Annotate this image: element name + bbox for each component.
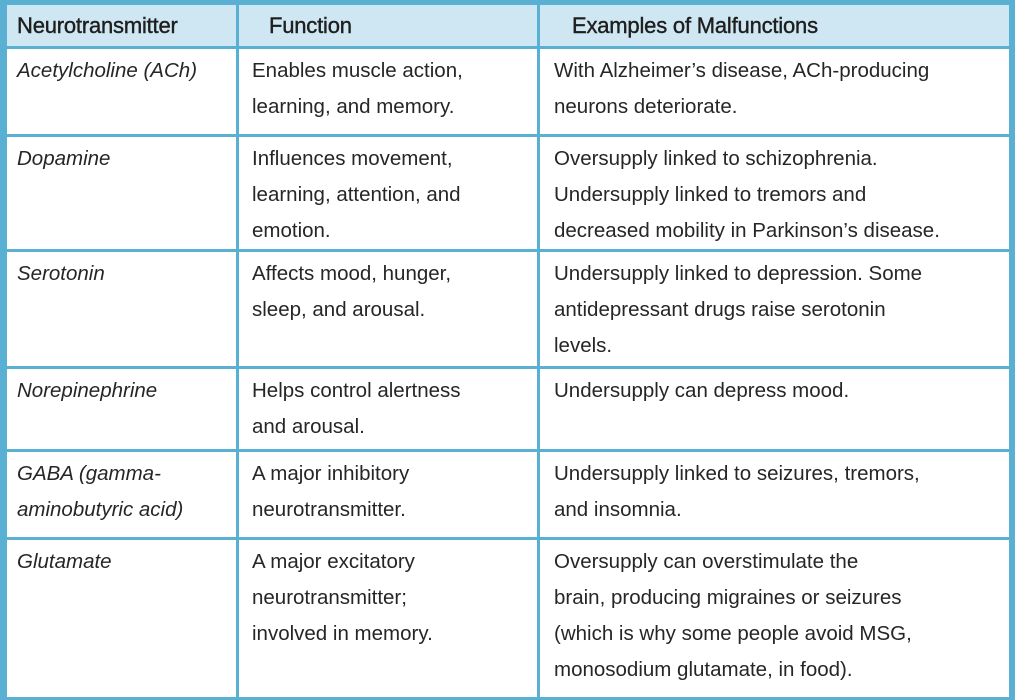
cell-line: decreased mobility in Parkinson’s disease. [554, 219, 940, 242]
cell-line: learning, and memory. [252, 95, 455, 118]
cell-line: Oversupply can overstimulate the [554, 550, 859, 573]
cell-malfunction [540, 369, 1009, 452]
cell-function [239, 369, 540, 452]
cell-line: Helps control alertness [252, 379, 461, 402]
cell-line: Glutamate [17, 550, 112, 573]
cell-line: (which is why some people avoid MSG, [554, 622, 912, 645]
cell-line: Influences movement, [252, 147, 453, 170]
cell-line: neurons deteriorate. [554, 95, 738, 118]
table-row [7, 452, 1009, 540]
cell-line: aminobutyric acid) [17, 498, 184, 521]
header-malfunctions: Examples of Malfunctions [540, 5, 1009, 49]
table-header-row [7, 5, 1009, 49]
cell-line: neurotransmitter. [252, 498, 406, 521]
cell-line: Undersupply linked to depression. Some [554, 262, 923, 285]
neurotransmitter-table [7, 5, 1009, 700]
cell-line: Undersupply linked to tremors and [554, 183, 867, 206]
cell-line: sleep, and arousal. [252, 298, 426, 321]
table-row [7, 252, 1009, 369]
cell-line: Serotonin [17, 262, 105, 285]
table-row [7, 137, 1009, 252]
cell-function [239, 252, 540, 369]
cell-line: A major inhibitory [252, 462, 410, 485]
header-function: Function [239, 5, 540, 49]
table-row [7, 540, 1009, 700]
cell-neurotransmitter [7, 49, 239, 137]
cell-malfunction [540, 252, 1009, 369]
table-row [7, 369, 1009, 452]
cell-line: learning, attention, and [252, 183, 461, 206]
cell-neurotransmitter [7, 369, 239, 452]
cell-neurotransmitter [7, 252, 239, 369]
cell-line: Undersupply linked to seizures, tremors, [554, 462, 920, 485]
cell-line: With Alzheimer’s disease, ACh-producing [554, 59, 930, 82]
cell-neurotransmitter [7, 137, 239, 252]
cell-line: GABA (gamma- [17, 462, 161, 485]
table-row [7, 49, 1009, 137]
cell-line: monosodium glutamate, in food). [554, 658, 853, 681]
cell-line: neurotransmitter; [252, 586, 407, 609]
cell-line: Norepinephrine [17, 379, 158, 402]
header-neurotransmitter: Neurotransmitter [7, 5, 239, 49]
cell-line: Acetylcholine (ACh) [17, 59, 198, 82]
cell-line: Dopamine [17, 147, 111, 170]
cell-line: Undersupply can depress mood. [554, 379, 850, 402]
cell-neurotransmitter [7, 452, 239, 540]
cell-line: brain, producing migraines or seizures [554, 586, 902, 609]
cell-line: emotion. [252, 219, 331, 242]
cell-line: levels. [554, 334, 613, 357]
cell-line: Enables muscle action, [252, 59, 463, 82]
cell-line: Affects mood, hunger, [252, 262, 452, 285]
cell-malfunction [540, 540, 1009, 700]
cell-line: antidepressant drugs raise serotonin [554, 298, 886, 321]
cell-malfunction [540, 137, 1009, 252]
cell-line: and arousal. [252, 415, 365, 438]
cell-neurotransmitter [7, 540, 239, 700]
cell-function [239, 49, 540, 137]
cell-line: A major excitatory [252, 550, 415, 573]
cell-malfunction [540, 49, 1009, 137]
cell-line: involved in memory. [252, 622, 433, 645]
cell-function [239, 452, 540, 540]
cell-malfunction [540, 452, 1009, 540]
cell-line: and insomnia. [554, 498, 682, 521]
cell-function [239, 540, 540, 700]
cell-line: Oversupply linked to schizophrenia. [554, 147, 878, 170]
cell-function [239, 137, 540, 252]
